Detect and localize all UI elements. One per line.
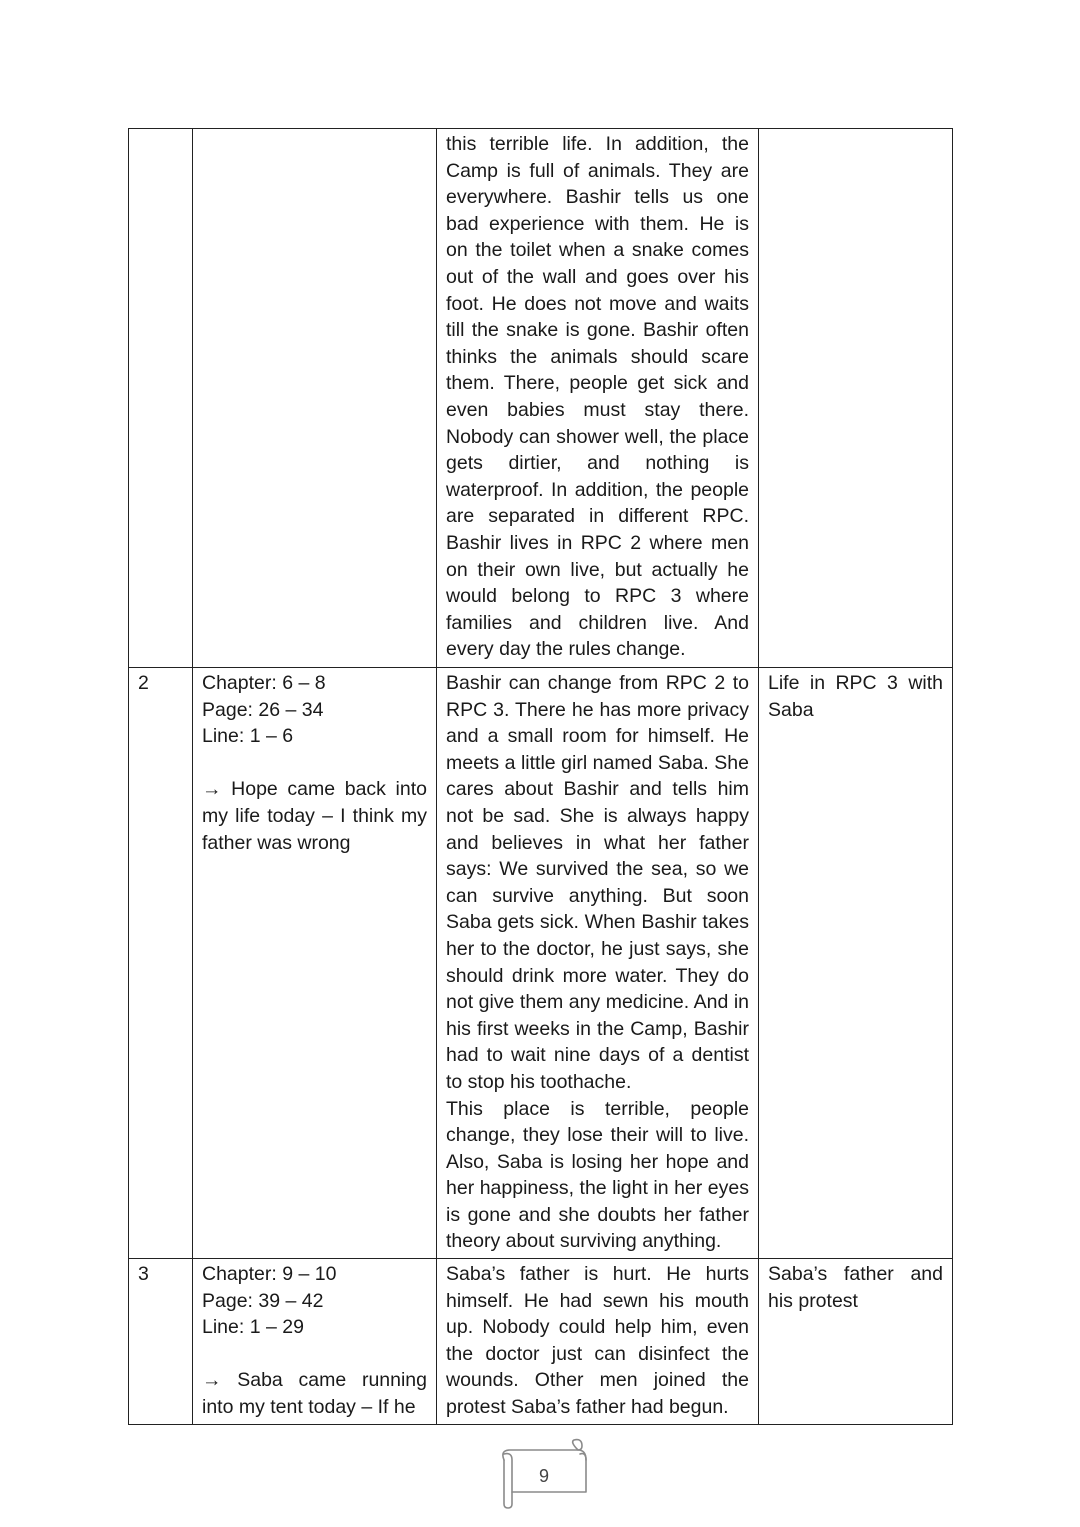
summary-paragraph: this terrible life. In addition, the Camp is full of animals. They are everywhere. Bashir tells us one bad experience with them. He is on the toilet when a snake comes out of the wall and goes over his foot. He does not move and waits till the snake is gone. Bashir often thinks the animals should scare them. There, people get sick and even babies must stay there. Nobody can shower well, the place gets dirtier, and nothing is waterproof. In addition, the people are separated in different RPC. Bashir lives in RPC 2 where men on their own live, but actually he would belong to RPC 3 where families and children live. And every day the rules change.	[446, 133, 749, 661]
summary-paragraph: This place is terrible, people change, they lose their will to live. Also, Saba is losing her hope and her happiness, the light in her eyes is gone and she doubts her father theory about surviving anything.	[446, 1097, 749, 1253]
row-number	[129, 129, 193, 668]
topic-cell	[759, 129, 953, 668]
page-reference: Page: 26 – 34	[202, 698, 324, 721]
chapter-reference: Chapter: 9 – 10	[202, 1263, 337, 1286]
topic-cell: Saba’s father and his protest	[759, 1259, 953, 1425]
summary-cell	[437, 668, 759, 1259]
reference-cell	[193, 129, 437, 668]
page-number: 9	[538, 1466, 549, 1486]
table-row	[129, 1259, 953, 1425]
table-row	[129, 129, 953, 668]
reference-cell	[193, 1259, 437, 1425]
summary-paragraph: Bashir can change from RPC 2 to RPC 3. There he has more privacy and a small room for himself. He meets a little girl named Saba. She cares about Bashir and tells him not be sad. She is always happy and believes in what her father says: We survived the sea, so we can survive anything. But soon Saba gets sick. When Bashir takes her to the doctor, he just says, she should drink more water. They do not give them any medicine. And in his first weeks in the Camp, Bashir had to wait nine days of a dentist to stop his toothache.	[446, 672, 749, 1093]
table-row	[129, 668, 953, 1259]
topic-cell: Life in RPC 3 with Saba	[759, 668, 953, 1259]
line-reference: Line: 1 – 6	[202, 725, 294, 748]
quote-text: → Saba came running into my tent today – If he	[202, 1369, 427, 1419]
row-number: 2	[129, 668, 193, 1259]
row-number: 3	[129, 1259, 193, 1425]
reference-cell	[193, 668, 437, 1259]
summary-paragraph: Saba’s father is hurt. He hurts himself. He had sewn his mouth up. Nobody could help him, even the doctor just can disinfect the wounds. Other men joined the protest Saba’s father had begun.	[446, 1263, 749, 1419]
quote-text: → Hope came back into my life today – I think my father was wrong	[202, 778, 427, 854]
page-reference: Page: 39 – 42	[202, 1289, 324, 1312]
line-reference: Line: 1 – 29	[202, 1316, 304, 1339]
chapter-reference: Chapter: 6 – 8	[202, 672, 326, 694]
chapter-summary-table	[128, 128, 953, 1425]
summary-cell	[437, 129, 759, 668]
summary-cell	[437, 1259, 759, 1425]
